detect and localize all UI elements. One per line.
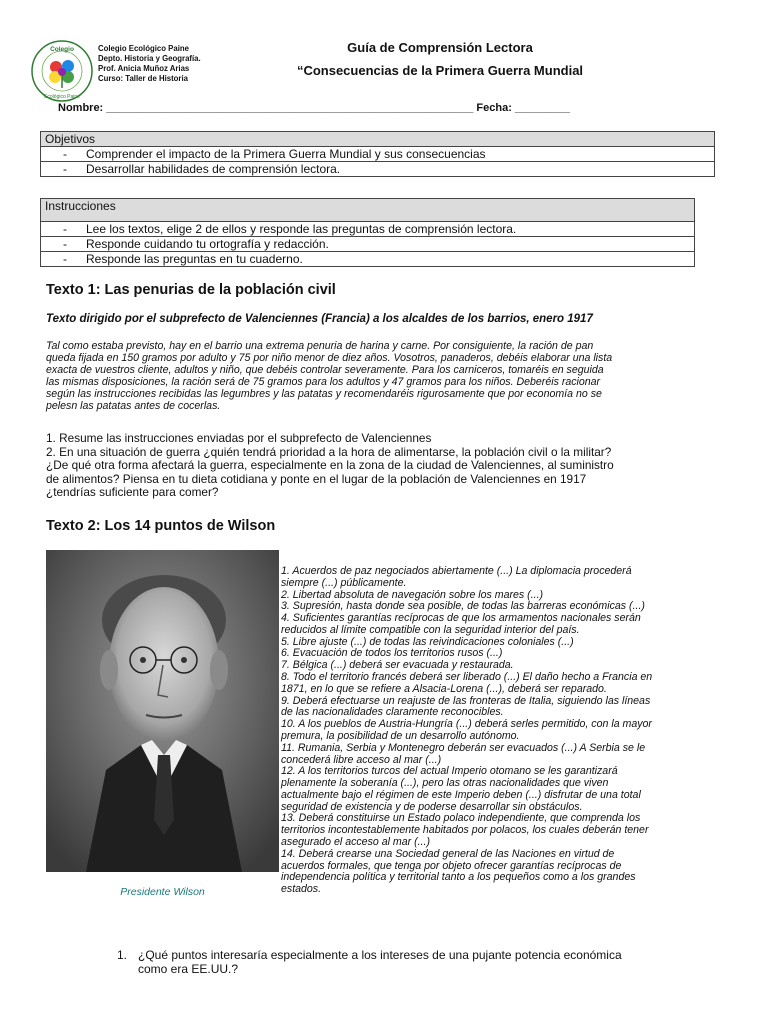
portrait-caption: Presidente Wilson [120,886,205,898]
question-line: ¿tendrías suficiente para comer? [46,485,219,499]
text1-paragraph [46,341,716,412]
point-line: 5. Libre ajuste (...) de todas las reivindicaciones coloniales (...) [281,635,574,648]
objective-text: Comprender el impacto de la Primera Guerra Mundial y sus consecuencias [86,147,486,161]
question-line: 2. En una situación de guerra ¿quién tendrá prioridad a la hora de alimentarse, la población civil o la militar? [46,444,612,459]
point-line: territorios incontestablemente habitados por polacos, los cuales deberán tener [281,824,649,837]
point-line: siempre (...) públicamente. [281,576,407,589]
question-line: ¿Qué puntos interesaría especialmente a los intereses de una pujante potencia económica [138,948,622,962]
point-line: estados. [281,883,322,896]
point-line: 11. Rumania, Serbia y Montenegro deberán ser evacuados (...) A Serbia se le [281,741,646,754]
instruction-text: Responde cuidando tu ortografía y redacción. [86,237,329,251]
instruction-item [41,222,694,237]
logo-text-bottom: Ecológico Paine [44,94,80,100]
wilson-points-list [281,566,721,896]
question-line: ¿De qué otra forma afectará la guerra, especialmente en la zona de la ciudad de Valenciennes, al suministro [46,458,614,472]
instruction-text: Responde las preguntas en tu cuaderno. [86,252,303,266]
school-logo [31,40,93,102]
paragraph-line: las mismas disposiciones, la ración será de 75 gramos para los adultos y 47 gramos para los niños. Deberéis racionar [46,375,601,388]
bullet-dash: - [63,147,67,161]
text1-questions [46,432,726,500]
course: Curso: Taller de Historia [98,74,188,83]
point-line: acuerdos formales, que tenga por objeto ofrecer garantías recíprocas de [281,859,622,872]
question-line: de alimentos? Piensa en tu dieta cotidiana y ponte en el lugar de la población de Valenciennes en 1917 [46,471,587,486]
guide-title: Guía de Comprensión Lectora [347,40,533,55]
objective-item [41,147,714,162]
question-number: 1. [117,948,128,962]
bullet-dash: - [63,252,67,266]
point-line: 1. Acuerdos de paz negociados abiertamente (...) La diplomacia procederá [281,565,632,577]
text1-subheading: Texto dirigido por el subprefecto de Valenciennes (Francia) a los alcaldes de los barrios, enero 1917 [46,313,593,325]
objectives-table [40,131,715,177]
point-line: reducidos al límite compatible con la seguridad interior del país. [281,623,580,636]
instructions-table [40,198,695,267]
point-line: 3. Supresión, hasta donde sea posible, de todas las barreras económicas (...) [281,600,645,613]
point-line: premura, la posibilidad de un desarrollo autónomo. [281,729,520,742]
point-line: 2. Libertad absoluta de navegación sobre los mares (...) [281,588,544,601]
paragraph-line: queda fijada en 150 gramos por adulto y 75 por niño menor de diez años. Vosotros, panaderos, debéis elaborar una lista [46,351,613,364]
school-name: Colegio Ecológico Paine [98,44,189,53]
point-line: independencia política y territorial tanto a los pequeños como a los grandes [281,871,636,884]
paragraph-line: según las instrucciones recibidas las legumbres y las patatas y recomendaréis rigurosamente que por economía no se [46,387,602,400]
text2-heading: Texto 2: Los 14 puntos de Wilson [46,518,276,534]
point-line: plenamente la soberanía (...), pero las otras nacionalidades que viven [281,777,609,790]
point-line: de las nacionalidades claramente reconocibles. [281,706,504,719]
point-line: seguridad de existencia y de poderse desarrollar sin obstáculos. [281,800,583,813]
question-line: 1. Resume las instrucciones enviadas por el subprefecto de Valenciennes [46,431,432,445]
instruction-text: Lee los textos, elige 2 de ellos y responde las preguntas de comprensión lectora. [86,222,517,236]
guide-subtitle: “Consecuencias de la Primera Guerra Mundial [296,63,584,78]
teacher: Prof. Anicia Muñoz Arias [98,64,190,73]
point-line: 12. A los territorios turcos del actual Imperio otomano se les garantizará [281,765,618,778]
objective-text: Desarrollar habilidades de comprensión lectora. [86,162,341,176]
point-line: 13. Deberá constituirse un Estado polaco independiente, que comprenda los [281,812,641,825]
bullet-dash: - [63,222,67,236]
text2-question [117,948,737,976]
logo-text-top: Colegio [50,46,74,53]
point-line: actualmente bajo el régimen de este Imperio deben (...) disfrutar de una total [281,788,641,801]
point-line: 1871, en lo que se refiere a Alsacia-Lorena (...), deberá ser reparado. [281,682,607,695]
point-line: 6. Evacuación de todos los territorios rusos (...) [281,647,503,660]
objectives-heading: Objetivos [41,132,714,147]
point-line: 7. Bélgica (...) deberá ser evacuada y restaurada. [281,659,514,672]
paragraph-line: exacta de vuestros cliente, adultos y niño, que debéis controlar severamente. Para los carniceros, tomaréis en seguida [46,363,604,376]
text1-heading: Texto 1: Las penurias de la población civil [46,282,336,298]
instruction-item [41,237,694,252]
instruction-item [41,252,694,266]
instructions-heading: Instrucciones [41,199,694,222]
department: Depto. Historia y Geografía. [98,54,201,63]
wilson-portrait [46,550,279,872]
point-line: 4. Suficientes garantías recíprocas de que los armamentos nacionales serán [281,612,641,625]
name-date-line[interactable]: Nombre: ____________________________________________________________ Fecha: _________ [58,102,570,114]
bullet-dash: - [63,162,67,176]
objective-item [41,162,714,176]
point-line: 8. Todo el territorio francés deberá ser liberado (...) El daño hecho a Francia en [281,671,653,684]
point-line: concederá libre acceso al mar (...) [281,753,442,766]
paragraph-line: pelesn las patatas antes de cocerlas. [46,399,221,412]
question-line: como era EE.UU.? [138,962,239,976]
point-line: 14. Deberá crearse una Sociedad general de las Naciones en virtud de [281,847,615,860]
point-line: asegurado el acceso al mar (...) [281,835,430,848]
paragraph-line: Tal como estaba previsto, hay en el barrio una extrema penuria de harina y carne. Por consiguiente, la ración de pan [46,340,594,352]
point-line: 10. A los pueblos de Austria-Hungría (...) deberá serles permitido, con la mayor [281,718,652,731]
school-info [98,44,201,84]
point-line: 9. Deberá efectuarse un reajuste de las fronteras de Italia, siguiendo las líneas [281,694,651,707]
bullet-dash: - [63,237,67,251]
